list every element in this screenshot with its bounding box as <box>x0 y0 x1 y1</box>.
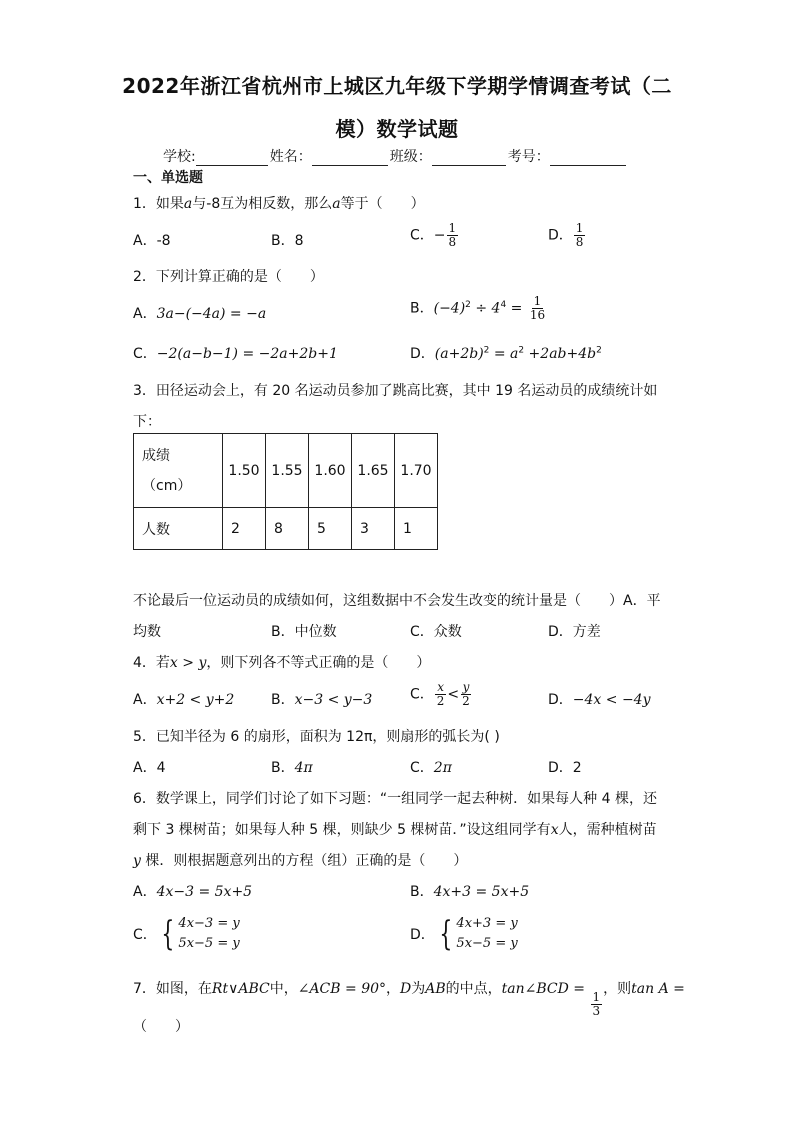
q3-option-b[interactable]: B．中位数 <box>271 624 337 640</box>
score-cell: 1.55 <box>266 434 309 508</box>
section-heading: 一、单选题 <box>133 170 203 186</box>
q5-option-c[interactable]: C．2π <box>410 760 452 776</box>
question-3-stem-line1: 3．田径运动会上，有 20 名运动员参加了跳高比赛，其中 19 名运动员的成绩统计如 <box>133 383 658 399</box>
q3-option-c[interactable]: C．众数 <box>410 624 462 640</box>
count-cell: 8 <box>266 508 309 550</box>
q1-option-d[interactable]: D． $\frac{1}{8}$ <box>548 221 584 249</box>
score-table <box>133 433 438 550</box>
q6-option-d[interactable]: D． { 4x+3 = y 5x−5 = y <box>410 914 518 954</box>
student-info-row <box>163 146 628 166</box>
exam-number-blank[interactable] <box>550 151 626 166</box>
school-label: 学校: <box>163 149 196 165</box>
score-cell: 1.65 <box>352 434 395 508</box>
exam-number-label: 考号： <box>507 149 550 165</box>
score-cell: 1.70 <box>395 434 438 508</box>
q3-option-a-continued[interactable]: 均数 <box>133 624 161 640</box>
q1-option-a[interactable]: A．-8 <box>133 233 171 249</box>
q6-option-c[interactable]: C． { 4x−3 = y 5x−5 = y <box>133 914 240 954</box>
question-7-stem: 7．如图，在Rt∨ABC中，∠ACB = 90°，D为AB的中点，tan∠BCD = $\frac{1}{3}$ ，则tan A = <box>133 981 685 1018</box>
exam-title-line2: 模）数学试题 <box>335 117 459 141</box>
question-5-stem: 5．已知半径为 6 的扇形，面积为 12π，则扇形的弧长为( ) <box>133 729 500 745</box>
name-label: 姓名： <box>269 149 312 165</box>
q2-option-a[interactable]: A．3a−(−4a) = −a <box>133 306 267 322</box>
question-6-stem-line3: y 棵．则根据题意列出的方程（组）正确的是（ ） <box>133 853 468 869</box>
question-3-stem-line2: 下： <box>133 414 161 430</box>
q6-option-a[interactable]: A．4x−3 = 5x+5 <box>133 884 253 900</box>
question-2-stem: 2．下列计算正确的是（ ） <box>133 269 324 285</box>
q5-option-b[interactable]: B．4π <box>271 760 313 776</box>
q1-option-b[interactable]: B．8 <box>271 233 304 249</box>
q1-option-c[interactable]: C．− $\frac{1}{8}$ <box>410 221 457 249</box>
question-1-stem: 1．如果a与-8互为相反数，那么a等于（ ） <box>133 196 425 212</box>
class-label: 班级： <box>389 149 432 165</box>
name-blank[interactable] <box>312 151 388 166</box>
question-3-question-line1: 不论最后一位运动员的成绩如何，这组数据中不会发生改变的统计量是（ ）A．平 <box>133 593 661 609</box>
q4-option-a[interactable]: A．x+2 < y+2 <box>133 692 235 708</box>
count-cell: 3 <box>352 508 395 550</box>
question-4-stem: 4．若x > y，则下列各不等式正确的是（ ） <box>133 655 431 671</box>
q6-option-b[interactable]: B．4x+3 = 5x+5 <box>410 884 530 900</box>
q2-option-d[interactable]: D．$(a+2b)^2 = a^2 +2ab+4b^2$ <box>410 345 602 362</box>
q3-option-d[interactable]: D．方差 <box>548 624 601 640</box>
q2-option-b[interactable]: B．$(-4)^2 \div 4^4$ = $\frac{1}{16}$ <box>410 294 546 322</box>
class-blank[interactable] <box>432 151 506 166</box>
q4-option-c[interactable]: C． $\frac{x}{2}$ < $\frac{y}{2}$ <box>410 680 470 708</box>
question-7-answer-paren: （ ） <box>133 1019 189 1035</box>
score-cell: 1.50 <box>223 434 266 508</box>
q2-option-c[interactable]: C．−2(a−b−1) = −2a+2b+1 <box>133 346 338 362</box>
table-row <box>134 434 438 508</box>
count-header-cell: 人数 <box>134 508 223 550</box>
count-cell: 5 <box>309 508 352 550</box>
score-header-cell: 成绩 （cm） <box>134 434 223 508</box>
score-cell: 1.60 <box>309 434 352 508</box>
count-cell: 2 <box>223 508 266 550</box>
question-6-stem-line2: 剩下 3 棵树苗；如果每人种 5 棵，则缺少 5 棵树苗．”设这组同学有x人，需种植树苗 <box>133 822 657 838</box>
exam-title-line1: 2022年浙江省杭州市上城区九年级下学期学情调查考试（二 <box>122 74 672 98</box>
school-blank[interactable] <box>196 151 268 166</box>
q5-option-a[interactable]: A．4 <box>133 760 166 776</box>
count-cell: 1 <box>395 508 438 550</box>
q5-option-d[interactable]: D．2 <box>548 760 582 776</box>
question-6-stem-line1: 6．数学课上，同学们讨论了如下习题：“一组同学一起去种树．如果每人种 4 棵，还 <box>133 791 657 807</box>
q4-option-b[interactable]: B．x−3 < y−3 <box>271 692 373 708</box>
table-row <box>134 508 438 550</box>
q4-option-d[interactable]: D．−4x < −4y <box>548 692 651 708</box>
